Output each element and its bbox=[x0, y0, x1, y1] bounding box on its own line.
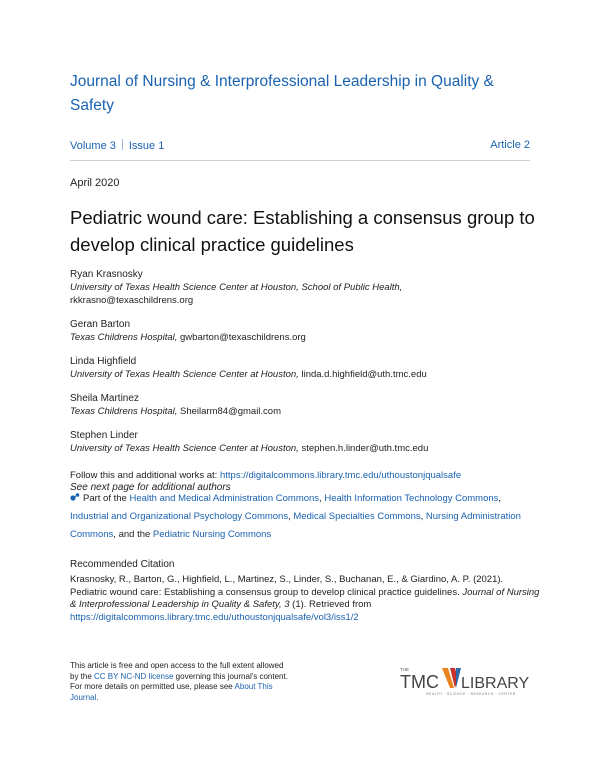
citation-issue: (1). Retrieved from bbox=[289, 599, 372, 610]
divider bbox=[122, 139, 123, 150]
logo-tmc: TMC bbox=[400, 672, 439, 692]
author-affiliation: Texas Childrens Hospital, bbox=[70, 332, 178, 343]
recommended-citation-heading: Recommended Citation bbox=[70, 559, 175, 570]
follow-link[interactable]: https://digitalcommons.library.tmc.edu/uthoustonjqualsafe bbox=[219, 470, 462, 481]
author-name: Linda Highfield bbox=[70, 356, 137, 367]
author-email: stephen.h.linder@uth.tmc.edu bbox=[301, 443, 429, 454]
network-icon bbox=[70, 492, 80, 502]
commons-link[interactable]: Health and Medical Administration Commons bbox=[129, 493, 320, 504]
volume-row bbox=[70, 139, 530, 152]
part-of-commons: Part of the Health and Medical Administration Commons, Health Information Technology Commons, Industrial and Organizational Psychology Commons, Medical Specialties Commons, Nursing Administration Commons, and the Pediatric Nursing Commons bbox=[70, 493, 521, 540]
paper-title: Pediatric wound care: Establishing a consensus group to develop clinical practice guidelines bbox=[70, 207, 535, 255]
article-link[interactable]: Article 2 bbox=[490, 139, 530, 151]
part-of-prefix: Part of the bbox=[83, 493, 130, 504]
logo-the: THE bbox=[400, 667, 409, 672]
logo-tagline: HEALTH · SCIENCE · RESEARCH · CENTER bbox=[426, 692, 516, 696]
next-page-note: See next page for additional authors bbox=[70, 482, 231, 493]
logo-library: LIBRARY bbox=[461, 675, 530, 692]
author-name: Sheila Martinez bbox=[70, 393, 139, 404]
about-journal-link[interactable]: About This Journal bbox=[70, 682, 273, 702]
author-email: rkkrasno@texaschildrens.org bbox=[70, 295, 194, 306]
citation-link[interactable]: https://digitalcommons.library.tmc.edu/uthoustonjqualsafe/vol3/iss1/2 bbox=[70, 611, 359, 623]
citation-line: Pediatric wound care: Establishing a consensus group to develop clinical practice guidelines. bbox=[70, 586, 463, 598]
commons-link[interactable]: Health Information Technology Commons bbox=[324, 493, 499, 504]
author-entry bbox=[70, 318, 540, 344]
author-email: gwbarton@texaschildrens.org bbox=[180, 332, 306, 343]
tmc-library-logo bbox=[398, 664, 533, 696]
publication-date: April 2020 bbox=[70, 177, 120, 189]
and-the-text: , and the bbox=[113, 529, 153, 540]
author-affiliation: University of Texas Health Science Center at Houston, School of Public Health, bbox=[70, 282, 403, 293]
author-entry bbox=[70, 268, 540, 307]
author-affiliation: Texas Childrens Hospital, bbox=[70, 406, 178, 417]
citation-journal: Journal of Nursing & Interprofessional Leadership in Quality & Safety, 3 bbox=[70, 586, 540, 610]
commons-link[interactable]: Nursing Administration Commons bbox=[70, 511, 521, 540]
author-affiliation: University of Texas Health Science Center at Houston, bbox=[70, 443, 299, 454]
citation-text bbox=[70, 574, 540, 624]
notice-text: This article is free and open access to the full extent allowed by the bbox=[70, 661, 284, 681]
commons-link[interactable]: Pediatric Nursing Commons bbox=[152, 529, 272, 540]
issue-link[interactable]: Issue 1 bbox=[128, 140, 165, 152]
author-name: Ryan Krasnosky bbox=[70, 269, 143, 280]
author-email: linda.d.highfield@uth.tmc.edu bbox=[301, 369, 427, 380]
notice-text: governing this journal's content. For more details on permitted use, please see bbox=[70, 671, 288, 691]
license-link[interactable]: CC BY NC-ND license bbox=[94, 671, 174, 681]
author-entry bbox=[70, 392, 540, 418]
volume-link[interactable]: Volume 3 bbox=[70, 140, 116, 152]
citation-line: Krasnosky, R., Barton, G., Highfield, L., Martinez, S., Linder, S., Buchanan, E., & Giardino, A. P. (2021). bbox=[70, 574, 504, 585]
follow-line bbox=[70, 470, 540, 482]
author-entry bbox=[70, 355, 540, 381]
follow-prefix: Follow this and additional works at: bbox=[70, 470, 220, 481]
notice-text: . bbox=[96, 692, 99, 702]
author-name: Geran Barton bbox=[70, 319, 131, 330]
author-list bbox=[70, 268, 540, 466]
commons-link[interactable]: Industrial and Organizational Psychology Commons bbox=[70, 511, 289, 522]
author-entry bbox=[70, 429, 540, 455]
author-name: Stephen Linder bbox=[70, 430, 138, 441]
journal-title[interactable]: Journal of Nursing & Interprofessional Leadership in Quality & Safety bbox=[70, 73, 494, 114]
open-access-notice bbox=[70, 661, 290, 703]
author-affiliation: University of Texas Health Science Center at Houston, bbox=[70, 369, 299, 380]
commons-link[interactable]: Medical Specialties Commons bbox=[293, 511, 421, 522]
divider-rule bbox=[70, 160, 530, 161]
author-email: Sheilarm84@gmail.com bbox=[180, 406, 281, 417]
